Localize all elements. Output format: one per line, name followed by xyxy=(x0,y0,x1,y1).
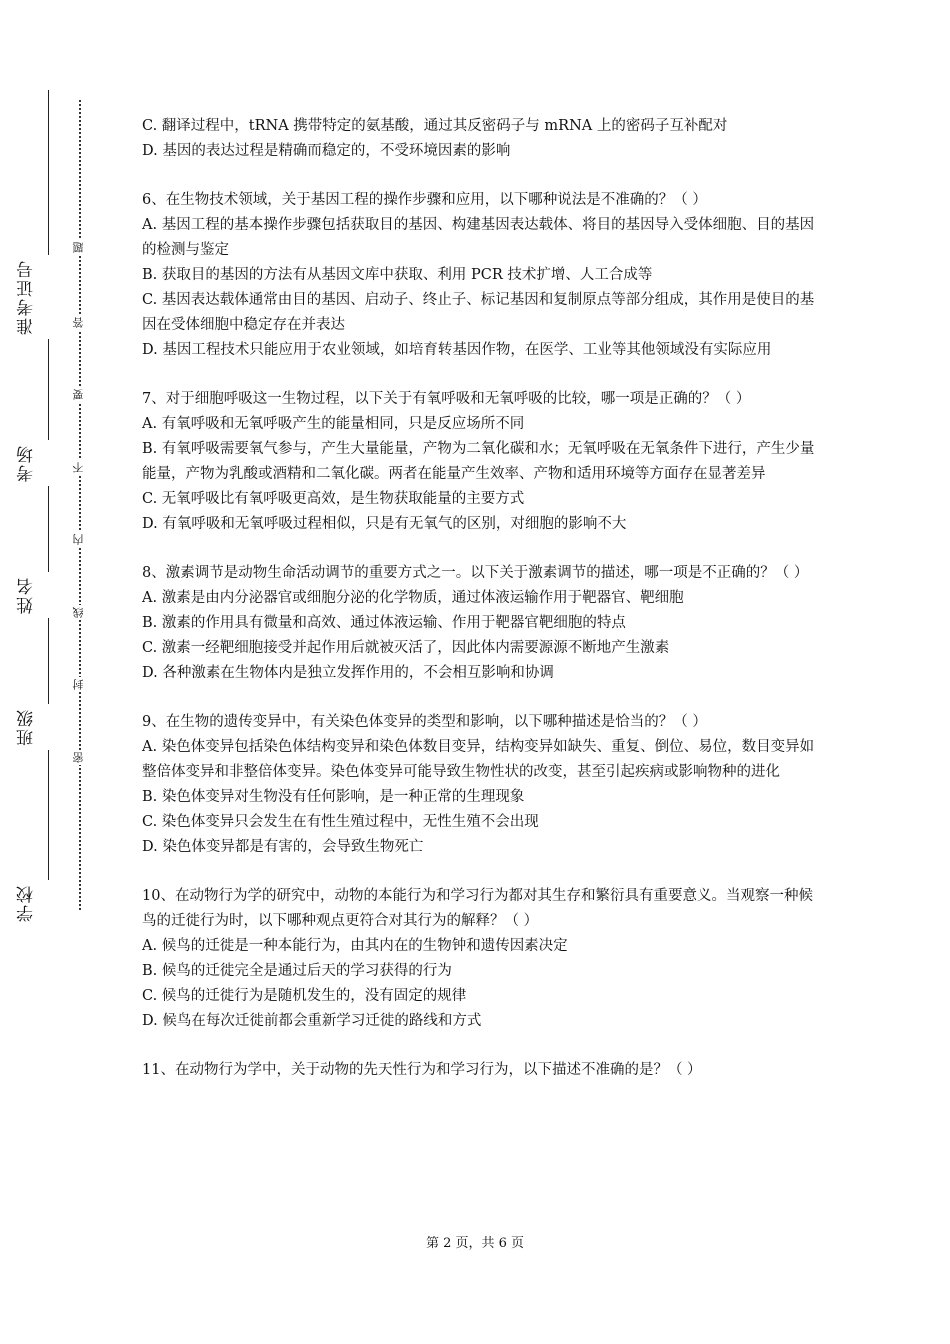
option: A. 基因工程的基本操作步骤包括获取目的基因、构建基因表达载体、将目的基因导入受体细胞、目的基因的检测与鉴定 xyxy=(142,217,815,258)
question-8 xyxy=(142,561,818,686)
question-9 xyxy=(142,710,818,860)
question-stem: 10、在动物行为学的研究中，动物的本能行为和学习行为都对其生存和繁衍具有重要意义。当观察一种候鸟的迁徙行为时，以下哪种观点更符合对其行为的解释？（ ） xyxy=(142,888,813,929)
seal-char: 封 xyxy=(72,679,85,690)
option: C. 无氧呼吸比有氧呼吸更高效，是生物获取能量的主要方式 xyxy=(142,491,525,507)
seal-char: 答 xyxy=(72,317,85,328)
option: C. 激素一经靶细胞接受并起作用后就被灭活了，因此体内需要源源不断地产生激素 xyxy=(142,640,670,656)
option: D. 候鸟在每次迁徙前都会重新学习迁徙的路线和方式 xyxy=(142,1013,482,1029)
seal-char: 内 xyxy=(72,534,85,545)
option: D. 基因工程技术只能应用于农业领域，如培育转基因作物，在医学、工业等其他领域没有实际应用 xyxy=(142,342,772,358)
option: D. 基因的表达过程是精确而稳定的，不受环境因素的影响 xyxy=(142,143,511,159)
option: B. 有氧呼吸需要氧气参与，产生大量能量，产物为二氧化碳和水；无氧呼吸在无氧条件下进行，产生少量能量，产物为乳酸或酒精和二氧化碳。两者在能量产生效率、产物和适用环境等方面存在显著差异 xyxy=(142,441,815,482)
seal-char: 线 xyxy=(72,607,85,618)
binding-margin xyxy=(12,80,85,940)
class-label: 班级 xyxy=(14,704,54,750)
option: D. 有氧呼吸和无氧呼吸过程相似，只是有无氧气的区别，对细胞的影响不大 xyxy=(142,516,627,532)
option: C. 基因表达载体通常由目的基因、启动子、终止子、标记基因和复制原点等部分组成，其作用是使目的基因在受体细胞中稳定存在并表达 xyxy=(142,292,815,333)
option: B. 获取目的基因的方法有从基因文库中获取、利用 PCR 技术扩增、人工合成等 xyxy=(142,267,653,283)
option: C. 候鸟的迁徙行为是随机发生的，没有固定的规律 xyxy=(142,988,467,1004)
exam-room-label: 考场 xyxy=(14,440,54,486)
seal-char: 密 xyxy=(72,752,85,763)
question-11 xyxy=(142,1058,818,1083)
option: A. 激素是由内分泌器官或细胞分泌的化学物质，通过体液运输作用于靶器官、靶细胞 xyxy=(142,590,684,606)
page-content xyxy=(142,114,818,1107)
school-label: 学校 xyxy=(14,880,54,926)
name-label: 姓名 xyxy=(14,572,54,618)
question-stem: 9、在生物的遗传变异中，有关染色体变异的类型和影响，以下哪种描述是恰当的？（ ） xyxy=(142,714,707,730)
question-5-continued xyxy=(142,114,818,164)
option: B. 候鸟的迁徙完全是通过后天的学习获得的行为 xyxy=(142,963,452,979)
seal-char: 题 xyxy=(72,242,85,253)
seal-dotted-line xyxy=(79,100,81,910)
option: C. 翻译过程中，tRNA 携带特定的氨基酸，通过其反密码子与 mRNA 上的密码子互补配对 xyxy=(142,118,728,134)
option: A. 候鸟的迁徙是一种本能行为，由其内在的生物钟和遗传因素决定 xyxy=(142,938,568,954)
question-stem: 11、在动物行为学中，关于动物的先天性行为和学习行为，以下描述不准确的是？（ ） xyxy=(142,1062,702,1078)
seal-char: 要 xyxy=(72,389,85,400)
question-stem: 6、在生物技术领域，关于基因工程的操作步骤和应用，以下哪种说法是不准确的？（ ） xyxy=(142,192,707,208)
option: B. 染色体变异对生物没有任何影响，是一种正常的生理现象 xyxy=(142,789,525,805)
option: B. 激素的作用具有微量和高效、通过体液运输、作用于靶器官靶细胞的特点 xyxy=(142,615,626,631)
option: A. 染色体变异包括染色体结构变异和染色体数目变异，结构变异如缺失、重复、倒位、易位，数目变异如整倍体变异和非整倍体变异。染色体变异可能导致生物性状的改变，甚至引起疾病或影响物种的进化 xyxy=(142,739,815,780)
question-7 xyxy=(142,387,818,537)
question-10 xyxy=(142,884,818,1034)
option: D. 各种激素在生物体内是独立发挥作用的，不会相互影响和协调 xyxy=(142,665,554,681)
page-number-footer: 第 2 页，共 6 页 xyxy=(425,1236,525,1251)
option: A. 有氧呼吸和无氧呼吸产生的能量相同，只是反应场所不同 xyxy=(142,416,525,432)
question-stem: 8、激素调节是动物生命活动调节的重要方式之一。以下关于激素调节的描述，哪一项是不正确的？（ ） xyxy=(142,565,809,581)
seal-char: 不 xyxy=(72,462,85,473)
binding-solid-line xyxy=(48,90,49,920)
option: D. 染色体变异都是有害的，会导致生物死亡 xyxy=(142,839,424,855)
question-stem: 7、对于细胞呼吸这一生物过程，以下关于有氧呼吸和无氧呼吸的比较，哪一项是正确的？（ ） xyxy=(142,391,751,407)
exam-id-label: 准考证号 xyxy=(14,255,54,339)
question-6 xyxy=(142,188,818,363)
option: C. 染色体变异只会发生在有性生殖过程中，无性生殖不会出现 xyxy=(142,814,539,830)
